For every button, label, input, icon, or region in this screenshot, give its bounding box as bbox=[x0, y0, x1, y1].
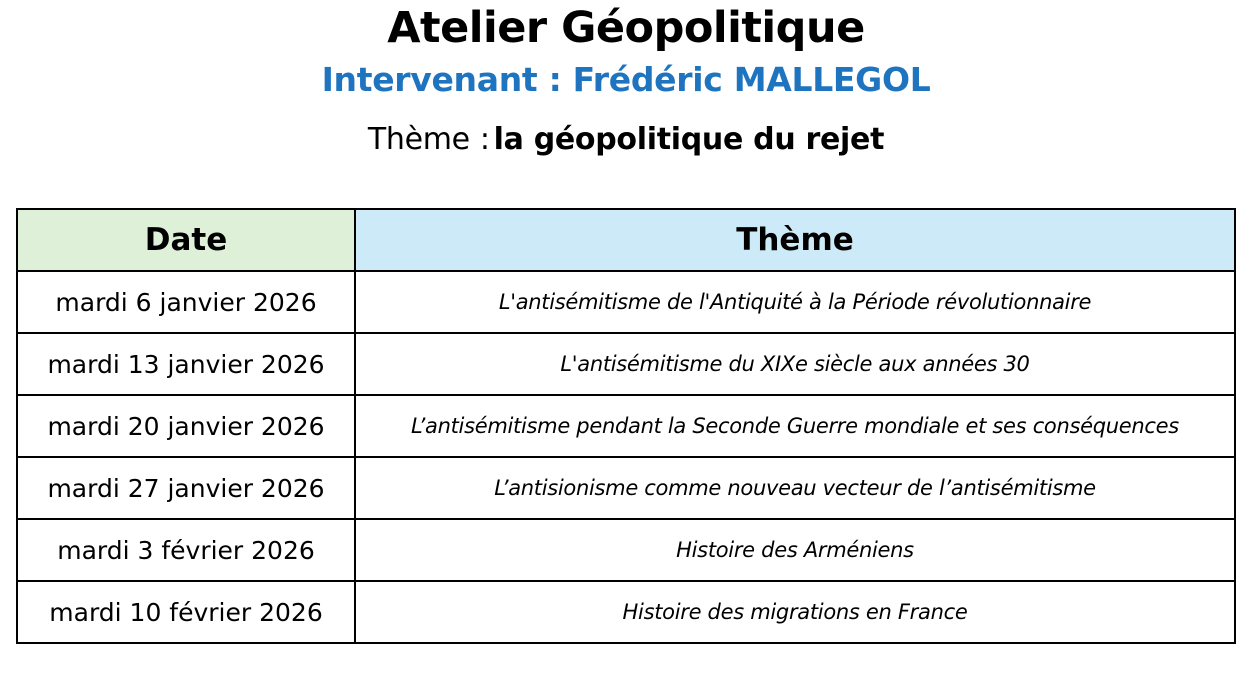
speaker-line: Intervenant : Frédéric MALLEGOL bbox=[321, 60, 931, 99]
session-date: mardi 13 janvier 2026 bbox=[17, 333, 355, 395]
date-column-header: Date bbox=[17, 209, 355, 271]
table-row bbox=[17, 395, 1235, 457]
table-row bbox=[17, 519, 1235, 581]
theme-column-header: Thème bbox=[355, 209, 1235, 271]
session-theme: Histoire des Arméniens bbox=[355, 519, 1235, 581]
session-date: mardi 10 février 2026 bbox=[17, 581, 355, 643]
table-row bbox=[17, 581, 1235, 643]
session-theme: Histoire des migrations en France bbox=[355, 581, 1235, 643]
session-date: mardi 27 janvier 2026 bbox=[17, 457, 355, 519]
table-header-row bbox=[17, 209, 1235, 271]
theme-separator: : bbox=[479, 122, 490, 157]
session-date: mardi 20 janvier 2026 bbox=[17, 395, 355, 457]
schedule-table bbox=[16, 208, 1236, 644]
table-row bbox=[17, 271, 1235, 333]
page-title: Atelier Géopolitique bbox=[387, 3, 865, 53]
session-theme: L’antisionisme comme nouveau vecteur de l’antisémitisme bbox=[355, 457, 1235, 519]
theme-line bbox=[0, 118, 1252, 162]
theme-value: la géopolitique du rejet bbox=[493, 122, 885, 157]
session-theme: L'antisémitisme du XIXe siècle aux années 30 bbox=[355, 333, 1235, 395]
session-theme: L’antisémitisme pendant la Seconde Guerre mondiale et ses conséquences bbox=[355, 395, 1235, 457]
table-row bbox=[17, 333, 1235, 395]
table-row bbox=[17, 457, 1235, 519]
session-date: mardi 6 janvier 2026 bbox=[17, 271, 355, 333]
session-date: mardi 3 février 2026 bbox=[17, 519, 355, 581]
theme-label: Thème bbox=[367, 122, 470, 157]
session-theme: L'antisémitisme de l'Antiquité à la Période révolutionnaire bbox=[355, 271, 1235, 333]
